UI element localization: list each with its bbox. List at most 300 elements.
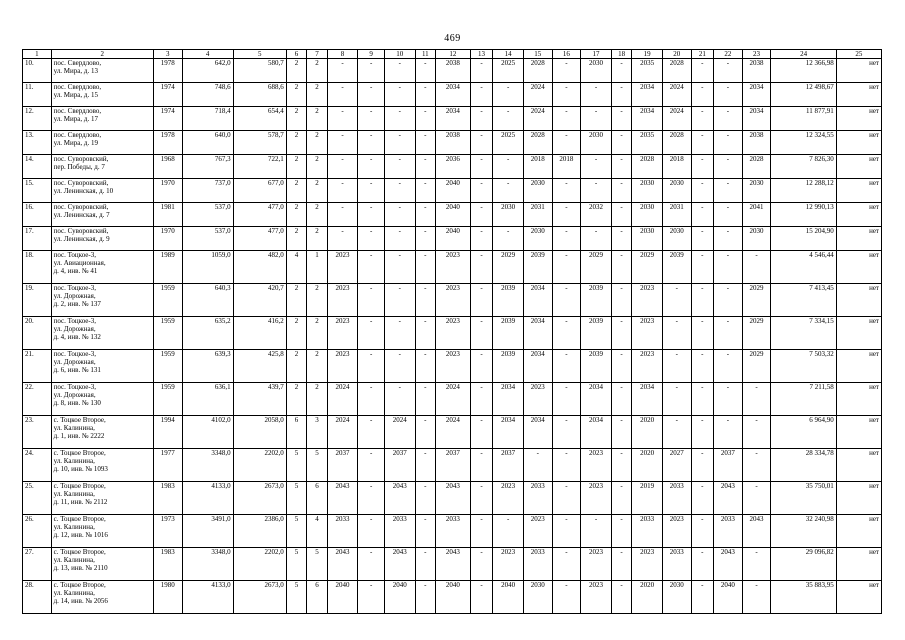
col-20-cell: 2033	[662, 482, 691, 515]
column-number-cell: 11	[415, 50, 435, 59]
col-24-cell: 35 750,01	[771, 482, 836, 515]
col-13-cell: -	[470, 284, 492, 317]
col-18-cell: -	[611, 317, 631, 350]
row-number-cell: 13.	[23, 131, 52, 155]
col-16-cell: -	[552, 383, 581, 416]
col-10-cell: 2037	[384, 449, 415, 482]
col-21-cell: -	[691, 581, 713, 614]
address-line: д. 10, инв. № 1093	[53, 465, 108, 474]
col-10-cell: -	[384, 203, 415, 227]
col-22-cell: -	[714, 155, 743, 179]
col-14-cell: 2034	[493, 383, 524, 416]
col-15-cell: 2034	[523, 317, 552, 350]
col-9-cell: -	[358, 548, 385, 581]
address-cell	[51, 179, 153, 203]
row-number-cell: 10.	[23, 59, 52, 83]
col-10-cell: -	[384, 107, 415, 131]
address-line: д. 6, инв. № 131	[53, 366, 101, 375]
column-number-cell: 24	[771, 50, 836, 59]
col-24-cell: 7 413,45	[771, 284, 836, 317]
col-4-cell: 3491,0	[182, 515, 233, 548]
col-22-cell: -	[714, 383, 743, 416]
col-5-cell: 677,0	[233, 179, 286, 203]
col-4-cell: 4133,0	[182, 581, 233, 614]
row-number-cell: 27.	[23, 548, 52, 581]
col-9-cell: -	[358, 251, 385, 284]
col-9-cell: -	[358, 155, 385, 179]
column-number-cell: 15	[523, 50, 552, 59]
col-19-cell: 2029	[632, 251, 663, 284]
col-6-cell: 5	[286, 581, 306, 614]
col-6-cell: 2	[286, 203, 306, 227]
col-22-cell: -	[714, 107, 743, 131]
row-number-cell: 18.	[23, 251, 52, 284]
col-3-cell: 1959	[153, 350, 182, 383]
col-16-cell: -	[552, 449, 581, 482]
col-8-cell: -	[327, 131, 358, 155]
col-24-cell: 11 877,91	[771, 107, 836, 131]
col-22-cell: -	[714, 131, 743, 155]
col-8-cell: -	[327, 83, 358, 107]
col-5-cell: 2673,0	[233, 581, 286, 614]
col-23-cell: -	[742, 482, 771, 515]
col-14-cell: 2025	[493, 131, 524, 155]
col-21-cell: -	[691, 227, 713, 251]
col-15-cell: 2034	[523, 284, 552, 317]
address-cell	[51, 515, 153, 548]
col-6-cell: 4	[286, 251, 306, 284]
col-16-cell: -	[552, 416, 581, 449]
col-13-cell: -	[470, 383, 492, 416]
col-8-cell: 2033	[327, 515, 358, 548]
table-row	[23, 350, 882, 383]
col-3-cell: 1978	[153, 131, 182, 155]
address-cell	[51, 581, 153, 614]
col-23-cell: 2029	[742, 317, 771, 350]
address-line: ул. Авиационная,	[53, 259, 106, 268]
address-cell	[51, 383, 153, 416]
col-17-cell: 2039	[581, 350, 612, 383]
col-5-cell: 420,7	[233, 284, 286, 317]
col-8-cell: -	[327, 227, 358, 251]
col-20-cell: 2030	[662, 179, 691, 203]
col-22-cell: -	[714, 179, 743, 203]
col-25-cell: нет	[836, 548, 881, 581]
col-19-cell: 2020	[632, 416, 663, 449]
col-13-cell: -	[470, 515, 492, 548]
col-9-cell: -	[358, 284, 385, 317]
col-4-cell: 767,3	[182, 155, 233, 179]
col-15-cell: 2030	[523, 581, 552, 614]
col-6-cell: 2	[286, 131, 306, 155]
table-row	[23, 449, 882, 482]
table-row	[23, 548, 882, 581]
col-5-cell: 580,7	[233, 59, 286, 83]
col-7-cell: 2	[307, 350, 327, 383]
col-12-cell: 2023	[436, 317, 471, 350]
col-11-cell: -	[415, 416, 435, 449]
col-8-cell: 2040	[327, 581, 358, 614]
col-13-cell: -	[470, 227, 492, 251]
column-number-cell: 2	[51, 50, 153, 59]
col-25-cell: нет	[836, 179, 881, 203]
col-17-cell: 2030	[581, 131, 612, 155]
col-5-cell: 2202,0	[233, 548, 286, 581]
col-18-cell: -	[611, 251, 631, 284]
col-19-cell: 2030	[632, 179, 663, 203]
column-number-cell: 25	[836, 50, 881, 59]
col-9-cell: -	[358, 203, 385, 227]
address-line: пос. Свердлово,	[53, 107, 102, 115]
col-9-cell: -	[358, 383, 385, 416]
col-15-cell: 2028	[523, 131, 552, 155]
col-5-cell: 425,8	[233, 350, 286, 383]
col-14-cell: -	[493, 83, 524, 107]
col-6-cell: 2	[286, 284, 306, 317]
col-12-cell: 2040	[436, 203, 471, 227]
address-line: д. 14, инв. № 2056	[53, 597, 108, 606]
col-5-cell: 2673,0	[233, 482, 286, 515]
col-17-cell: 2023	[581, 548, 612, 581]
col-22-cell: 2033	[714, 515, 743, 548]
row-number-cell: 23.	[23, 416, 52, 449]
col-14-cell: 2039	[493, 284, 524, 317]
col-19-cell: 2023	[632, 350, 663, 383]
col-12-cell: 2038	[436, 131, 471, 155]
col-8-cell: -	[327, 107, 358, 131]
col-22-cell: 2040	[714, 581, 743, 614]
col-9-cell: -	[358, 317, 385, 350]
col-10-cell: -	[384, 383, 415, 416]
address-cell	[51, 251, 153, 284]
address-line: пос. Суворовский,	[53, 227, 109, 235]
address-line: ул. Дорожная,	[53, 292, 96, 301]
col-20-cell: -	[662, 416, 691, 449]
col-18-cell: -	[611, 416, 631, 449]
col-14-cell: -	[493, 179, 524, 203]
row-number-cell: 12.	[23, 107, 52, 131]
col-19-cell: 2034	[632, 83, 663, 107]
row-number-cell: 22.	[23, 383, 52, 416]
col-7-cell: 2	[307, 383, 327, 416]
column-number-cell: 22	[714, 50, 743, 59]
col-17-cell: 2032	[581, 203, 612, 227]
col-20-cell: 2027	[662, 449, 691, 482]
col-7-cell: 4	[307, 515, 327, 548]
col-14-cell: 2023	[493, 548, 524, 581]
col-20-cell: -	[662, 350, 691, 383]
table-row	[23, 227, 882, 251]
address-line: с. Тоцкое Второе,	[53, 581, 106, 589]
col-24-cell: 12 498,67	[771, 83, 836, 107]
address-line: ул. Дорожная,	[53, 358, 96, 367]
col-7-cell: 2	[307, 227, 327, 251]
col-9-cell: -	[358, 59, 385, 83]
table-row	[23, 416, 882, 449]
col-25-cell: нет	[836, 107, 881, 131]
address-line: с. Тоцкое Второе,	[53, 416, 106, 424]
col-5-cell: 654,4	[233, 107, 286, 131]
col-14-cell: 2039	[493, 350, 524, 383]
address-cell	[51, 83, 153, 107]
col-20-cell: -	[662, 383, 691, 416]
col-12-cell: 2023	[436, 284, 471, 317]
col-13-cell: -	[470, 107, 492, 131]
row-number-cell: 24.	[23, 449, 52, 482]
col-22-cell: 2043	[714, 482, 743, 515]
col-18-cell: -	[611, 59, 631, 83]
col-14-cell: 2040	[493, 581, 524, 614]
col-21-cell: -	[691, 59, 713, 83]
col-18-cell: -	[611, 179, 631, 203]
col-15-cell: -	[523, 449, 552, 482]
col-25-cell: нет	[836, 581, 881, 614]
address-line: пос. Суворовский,	[53, 203, 109, 211]
col-14-cell: 2037	[493, 449, 524, 482]
col-18-cell: -	[611, 482, 631, 515]
col-16-cell: -	[552, 107, 581, 131]
col-13-cell: -	[470, 581, 492, 614]
col-15-cell: 2030	[523, 179, 552, 203]
table-row	[23, 155, 882, 179]
col-25-cell: нет	[836, 482, 881, 515]
col-17-cell: -	[581, 179, 612, 203]
col-16-cell: -	[552, 317, 581, 350]
address-cell	[51, 449, 153, 482]
address-line: ул. Калинина,	[53, 523, 95, 532]
col-3-cell: 1959	[153, 284, 182, 317]
col-12-cell: 2040	[436, 581, 471, 614]
col-4-cell: 635,2	[182, 317, 233, 350]
col-18-cell: -	[611, 350, 631, 383]
col-4-cell: 639,3	[182, 350, 233, 383]
col-10-cell: -	[384, 131, 415, 155]
col-13-cell: -	[470, 482, 492, 515]
col-21-cell: -	[691, 383, 713, 416]
col-21-cell: -	[691, 83, 713, 107]
col-24-cell: 7 826,30	[771, 155, 836, 179]
table-row	[23, 284, 882, 317]
column-number-cell: 6	[286, 50, 306, 59]
col-17-cell: 2039	[581, 284, 612, 317]
col-11-cell: -	[415, 59, 435, 83]
col-13-cell: -	[470, 179, 492, 203]
address-line: д. 8, инв. № 130	[53, 399, 101, 408]
col-6-cell: 5	[286, 548, 306, 581]
col-16-cell: -	[552, 284, 581, 317]
col-17-cell: 2039	[581, 317, 612, 350]
col-10-cell: -	[384, 59, 415, 83]
col-9-cell: -	[358, 83, 385, 107]
col-6-cell: 5	[286, 449, 306, 482]
address-line: пос. Тоцкое-3,	[53, 317, 96, 325]
col-24-cell: 29 096,82	[771, 548, 836, 581]
address-cell	[51, 107, 153, 131]
col-4-cell: 636,1	[182, 383, 233, 416]
col-15-cell: 2034	[523, 416, 552, 449]
col-9-cell: -	[358, 449, 385, 482]
col-4-cell: 1059,0	[182, 251, 233, 284]
col-15-cell: 2023	[523, 383, 552, 416]
row-number-cell: 20.	[23, 317, 52, 350]
col-4-cell: 3348,0	[182, 449, 233, 482]
col-21-cell: -	[691, 449, 713, 482]
col-22-cell: -	[714, 203, 743, 227]
col-20-cell: 2028	[662, 131, 691, 155]
col-21-cell: -	[691, 203, 713, 227]
page-number: 469	[444, 33, 461, 44]
col-8-cell: 2024	[327, 416, 358, 449]
col-3-cell: 1981	[153, 203, 182, 227]
col-13-cell: -	[470, 251, 492, 284]
col-12-cell: 2037	[436, 449, 471, 482]
col-4-cell: 737,0	[182, 179, 233, 203]
col-7-cell: 2	[307, 203, 327, 227]
address-line: ул. Ленинская, д. 10	[53, 187, 114, 196]
table-row	[23, 203, 882, 227]
col-20-cell: 2024	[662, 83, 691, 107]
col-24-cell: 28 334,78	[771, 449, 836, 482]
col-21-cell: -	[691, 317, 713, 350]
column-number-cell: 19	[632, 50, 663, 59]
col-23-cell: 2030	[742, 179, 771, 203]
col-7-cell: 2	[307, 107, 327, 131]
address-line: ул. Калинина,	[53, 424, 95, 433]
col-3-cell: 1974	[153, 83, 182, 107]
col-3-cell: 1970	[153, 227, 182, 251]
col-6-cell: 2	[286, 83, 306, 107]
table-row	[23, 581, 882, 614]
col-19-cell: 2033	[632, 515, 663, 548]
col-23-cell: 2029	[742, 350, 771, 383]
col-11-cell: -	[415, 548, 435, 581]
col-7-cell: 2	[307, 59, 327, 83]
col-16-cell: -	[552, 251, 581, 284]
table-row	[23, 83, 882, 107]
col-23-cell: -	[742, 251, 771, 284]
col-15-cell: 2030	[523, 227, 552, 251]
col-22-cell: 2043	[714, 548, 743, 581]
col-10-cell: -	[384, 317, 415, 350]
col-3-cell: 1973	[153, 515, 182, 548]
col-16-cell: -	[552, 350, 581, 383]
col-11-cell: -	[415, 131, 435, 155]
col-22-cell: -	[714, 83, 743, 107]
address-line: с. Тоцкое Второе,	[53, 449, 106, 457]
col-14-cell: 2039	[493, 317, 524, 350]
col-5-cell: 477,0	[233, 203, 286, 227]
address-line: пос. Суворовский,	[53, 179, 109, 187]
col-13-cell: -	[470, 131, 492, 155]
col-23-cell: -	[742, 581, 771, 614]
col-9-cell: -	[358, 515, 385, 548]
col-10-cell: -	[384, 179, 415, 203]
col-16-cell: -	[552, 83, 581, 107]
col-20-cell: 2039	[662, 251, 691, 284]
col-24-cell: 35 883,95	[771, 581, 836, 614]
col-16-cell: -	[552, 131, 581, 155]
column-number-row	[23, 50, 882, 59]
col-23-cell: 2028	[742, 155, 771, 179]
address-line: ул. Мира, д. 17	[53, 115, 98, 124]
col-24-cell: 15 204,90	[771, 227, 836, 251]
col-23-cell: -	[742, 449, 771, 482]
col-5-cell: 722,1	[233, 155, 286, 179]
col-18-cell: -	[611, 383, 631, 416]
column-number-cell: 21	[691, 50, 713, 59]
col-8-cell: -	[327, 155, 358, 179]
col-14-cell: -	[493, 107, 524, 131]
table-row	[23, 383, 882, 416]
column-number-cell: 5	[233, 50, 286, 59]
col-19-cell: 2030	[632, 203, 663, 227]
col-5-cell: 416,2	[233, 317, 286, 350]
col-19-cell: 2030	[632, 227, 663, 251]
col-15-cell: 2024	[523, 83, 552, 107]
col-25-cell: нет	[836, 449, 881, 482]
col-10-cell: -	[384, 227, 415, 251]
col-17-cell: 2034	[581, 416, 612, 449]
col-9-cell: -	[358, 416, 385, 449]
col-22-cell: -	[714, 251, 743, 284]
row-number-cell: 26.	[23, 515, 52, 548]
col-7-cell: 3	[307, 416, 327, 449]
address-line: пер. Победы, д. 7	[53, 163, 105, 172]
col-16-cell: 2018	[552, 155, 581, 179]
col-10-cell: -	[384, 83, 415, 107]
col-8-cell: 2023	[327, 317, 358, 350]
col-18-cell: -	[611, 449, 631, 482]
col-16-cell: -	[552, 548, 581, 581]
table-row	[23, 59, 882, 83]
col-19-cell: 2019	[632, 482, 663, 515]
col-24-cell: 6 964,90	[771, 416, 836, 449]
row-number-cell: 11.	[23, 83, 52, 107]
col-13-cell: -	[470, 548, 492, 581]
col-6-cell: 5	[286, 482, 306, 515]
housing-registry-table	[22, 49, 882, 614]
col-20-cell: 2028	[662, 59, 691, 83]
col-7-cell: 2	[307, 155, 327, 179]
col-10-cell: 2033	[384, 515, 415, 548]
col-4-cell: 4102,0	[182, 416, 233, 449]
col-21-cell: -	[691, 548, 713, 581]
col-3-cell: 1983	[153, 548, 182, 581]
col-25-cell: нет	[836, 284, 881, 317]
col-25-cell: нет	[836, 83, 881, 107]
col-7-cell: 6	[307, 581, 327, 614]
col-9-cell: -	[358, 107, 385, 131]
col-6-cell: 5	[286, 515, 306, 548]
col-22-cell: -	[714, 227, 743, 251]
address-cell	[51, 482, 153, 515]
col-10-cell: -	[384, 284, 415, 317]
col-25-cell: нет	[836, 251, 881, 284]
col-12-cell: 2034	[436, 83, 471, 107]
row-number-cell: 25.	[23, 482, 52, 515]
col-12-cell: 2023	[436, 251, 471, 284]
address-line: ул. Мира, д. 19	[53, 139, 98, 148]
col-10-cell: 2043	[384, 548, 415, 581]
col-24-cell: 12 288,12	[771, 179, 836, 203]
col-25-cell: нет	[836, 227, 881, 251]
col-18-cell: -	[611, 107, 631, 131]
col-8-cell: 2023	[327, 284, 358, 317]
col-6-cell: 2	[286, 317, 306, 350]
col-14-cell: 2023	[493, 482, 524, 515]
col-8-cell: 2043	[327, 482, 358, 515]
address-line: ул. Калинина,	[53, 589, 95, 598]
